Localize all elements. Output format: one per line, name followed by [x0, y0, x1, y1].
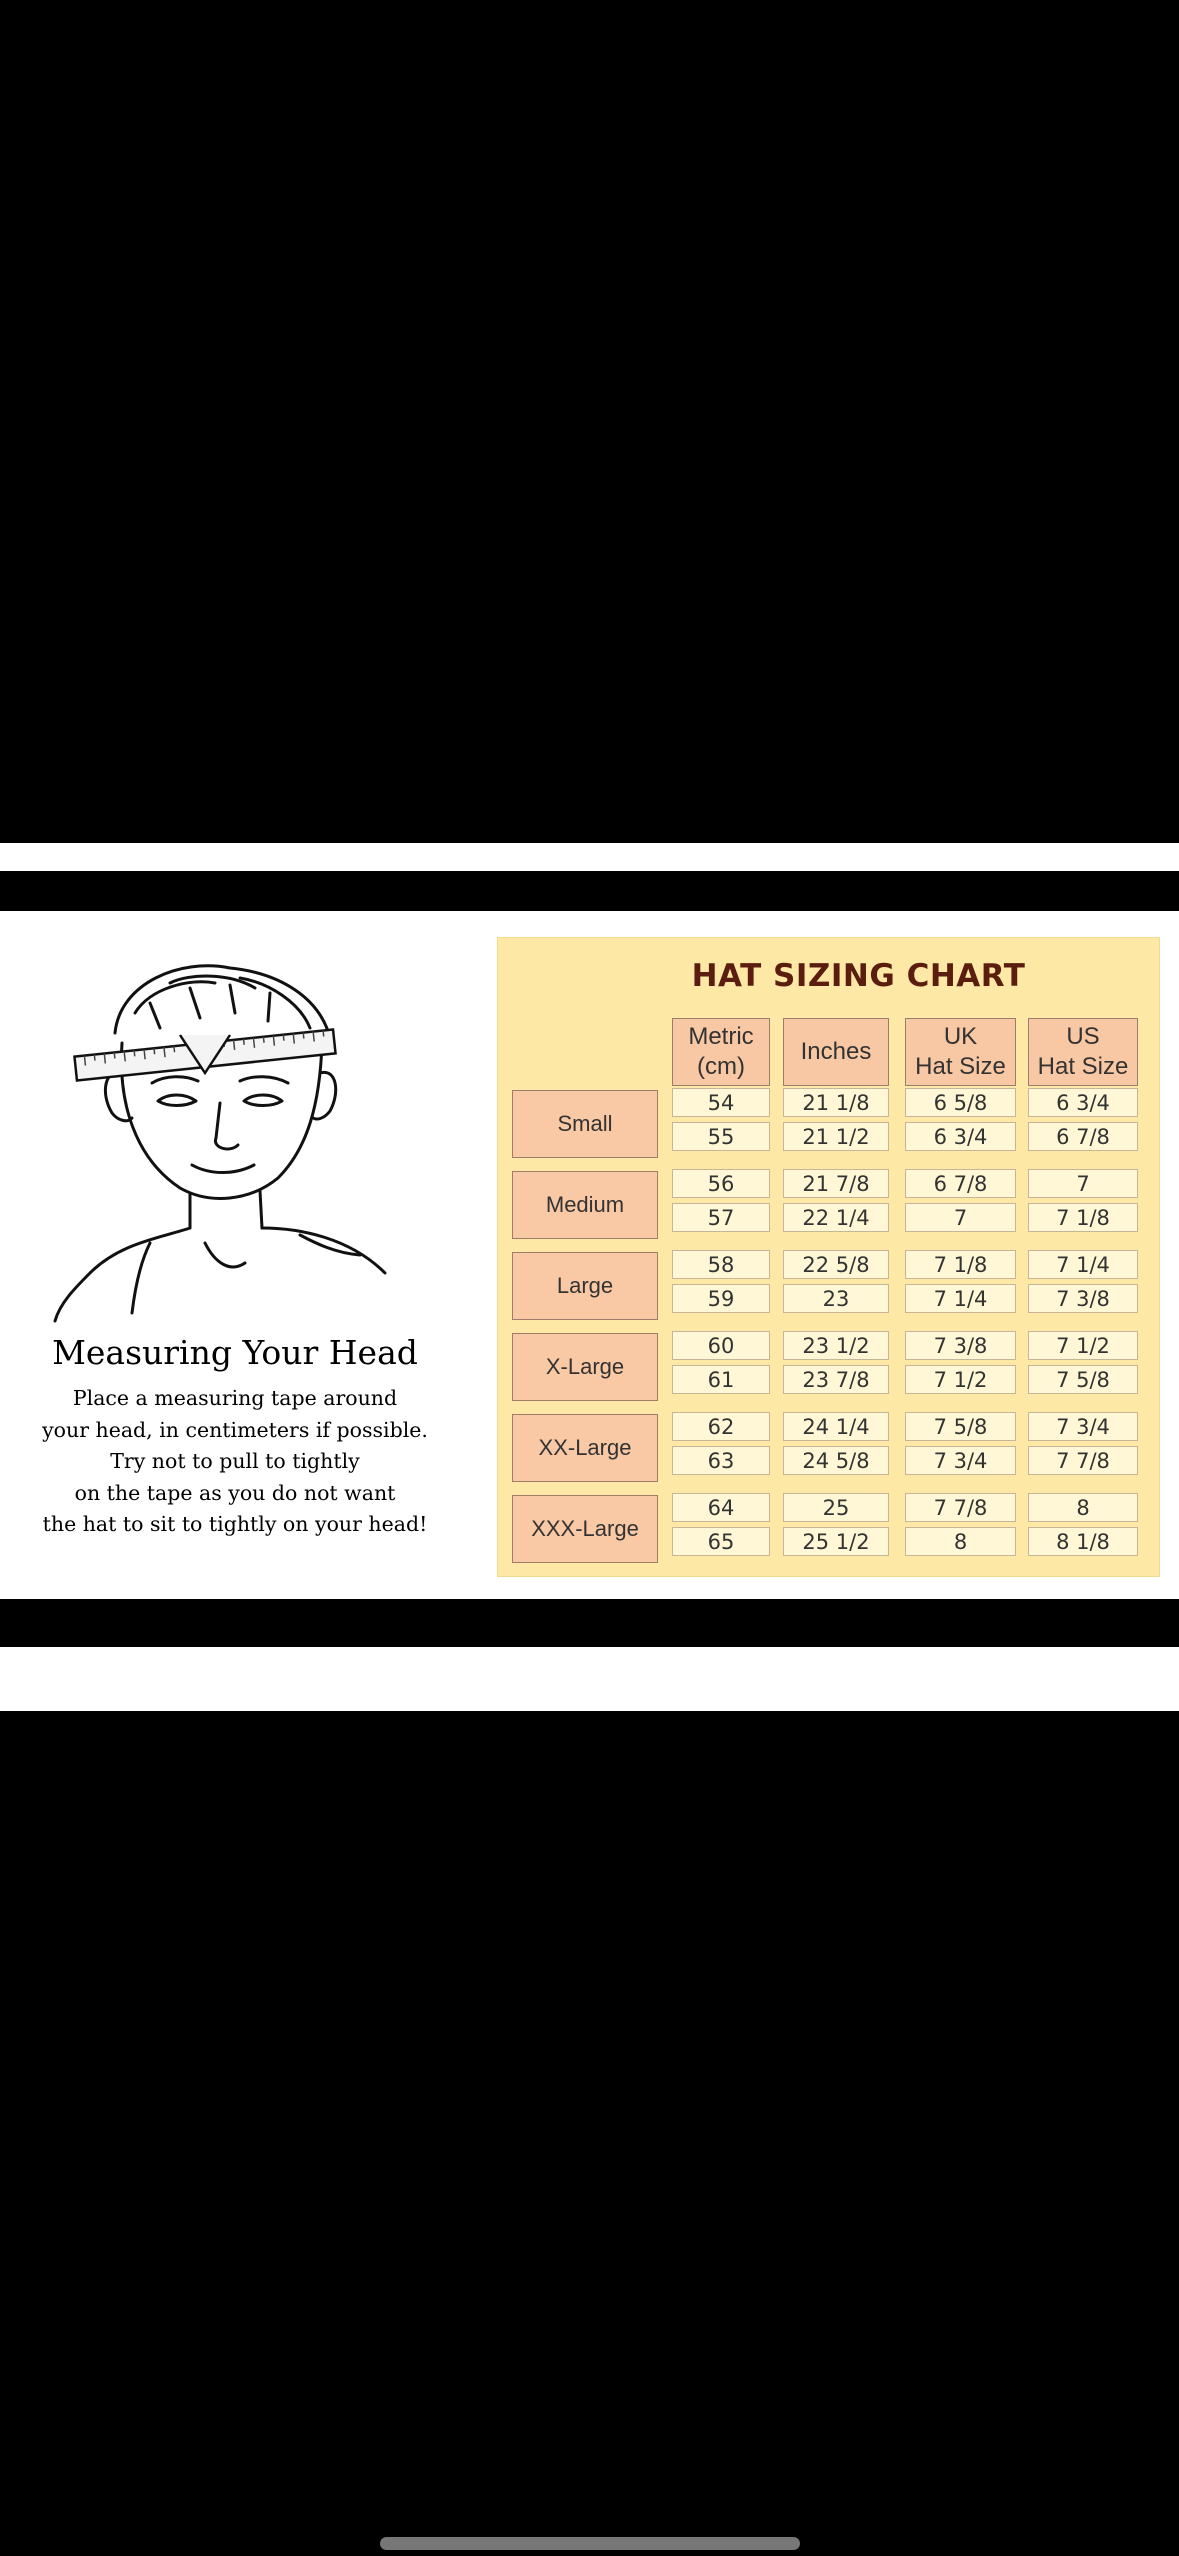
size-cell: 7 3/4 [905, 1446, 1016, 1475]
size-cell: 7 3/4 [1028, 1412, 1138, 1441]
header-uk-line2: Hat Size [915, 1053, 1006, 1080]
size-cell: 58 [672, 1250, 770, 1279]
size-cell: 7 7/8 [905, 1493, 1016, 1522]
size-cell: 60 [672, 1331, 770, 1360]
size-cell: 21 7/8 [783, 1169, 889, 1198]
instruction-line: your head, in centimeters if possible. [42, 1417, 428, 1442]
header-inches [783, 1018, 889, 1086]
size-cell: 23 1/2 [783, 1331, 889, 1360]
header-metric-line1: Metric [688, 1023, 754, 1050]
size-label: XXX-Large [512, 1495, 658, 1563]
size-cell: 54 [672, 1088, 770, 1117]
header-metric [672, 1018, 770, 1086]
size-cell: 21 1/8 [783, 1088, 889, 1117]
hat-sizing-image[interactable] [0, 911, 1179, 1599]
size-cell: 7 1/2 [905, 1365, 1016, 1394]
size-cell: 7 7/8 [1028, 1446, 1138, 1475]
size-cell: 7 [905, 1203, 1016, 1232]
top-black-area [0, 0, 1179, 843]
size-cell: 62 [672, 1412, 770, 1441]
home-indicator[interactable] [380, 2537, 800, 2550]
header-us-hat-size [1028, 1018, 1138, 1086]
size-cell: 7 [1028, 1169, 1138, 1198]
hat-sizing-chart [497, 937, 1160, 1577]
size-cell: 65 [672, 1527, 770, 1556]
size-cell: 7 1/4 [1028, 1250, 1138, 1279]
size-cell: 6 5/8 [905, 1088, 1016, 1117]
size-cell: 7 3/8 [905, 1331, 1016, 1360]
instruction-line: the hat to sit to tightly on your head! [42, 1512, 428, 1536]
size-cell: 7 5/8 [905, 1412, 1016, 1441]
instruction-line: on the tape as you do not want [74, 1480, 396, 1505]
header-uk-line1: UK [943, 1023, 978, 1050]
size-cell: 6 3/4 [1028, 1088, 1138, 1117]
instruction-line: Try not to pull to tightly [110, 1449, 360, 1473]
size-cell: 7 3/8 [1028, 1284, 1138, 1313]
measuring-title: Measuring Your Head [52, 1333, 418, 1372]
header-metric-line2: (cm) [697, 1053, 745, 1080]
measuring-instructions [10, 1383, 460, 1541]
size-cell: 25 [783, 1493, 889, 1522]
size-cell: 21 1/2 [783, 1122, 889, 1151]
size-cell: 8 [905, 1527, 1016, 1556]
header-us-line2: Hat Size [1037, 1053, 1129, 1080]
size-cell: 8 [1028, 1493, 1138, 1522]
size-cell: 24 1/4 [783, 1412, 889, 1441]
size-label: Large [512, 1252, 658, 1320]
size-cell: 57 [672, 1203, 770, 1232]
size-label: Medium [512, 1171, 658, 1239]
chart-title: HAT SIZING CHART [691, 958, 1026, 994]
head-measuring-illustration [40, 943, 420, 1323]
size-cell: 7 1/8 [905, 1250, 1016, 1279]
instruction-line: Place a measuring tape around [72, 1386, 398, 1410]
size-label: XX-Large [512, 1414, 658, 1482]
size-cell: 7 1/4 [905, 1284, 1016, 1313]
size-cell: 56 [672, 1169, 770, 1198]
size-cell: 23 [783, 1284, 889, 1313]
black-strip-bottom [0, 1599, 1179, 1647]
bottom-black-area [0, 1711, 1179, 2556]
size-cell: 6 3/4 [905, 1122, 1016, 1151]
size-label: X-Large [512, 1333, 658, 1401]
size-cell: 63 [672, 1446, 770, 1475]
size-cell: 23 7/8 [783, 1365, 889, 1394]
size-cell: 22 5/8 [783, 1250, 889, 1279]
header-us-line1: US [1066, 1023, 1100, 1050]
size-cell: 24 5/8 [783, 1446, 889, 1475]
header-uk-hat-size [905, 1018, 1016, 1086]
size-cell: 7 1/2 [1028, 1331, 1138, 1360]
size-cell: 25 1/2 [783, 1527, 889, 1556]
size-cell: 61 [672, 1365, 770, 1394]
white-divider-top [0, 843, 1179, 871]
size-cell: 6 7/8 [1028, 1122, 1138, 1151]
size-label: Small [512, 1090, 658, 1158]
size-cell: 55 [672, 1122, 770, 1151]
size-cell: 6 7/8 [905, 1169, 1016, 1198]
size-cell: 59 [672, 1284, 770, 1313]
size-cell: 8 1/8 [1028, 1527, 1138, 1556]
size-cell: 64 [672, 1493, 770, 1522]
size-cell: 22 1/4 [783, 1203, 889, 1232]
white-divider-bottom [0, 1647, 1179, 1711]
header-inches-line1: Inches [800, 1038, 872, 1065]
black-strip-top [0, 871, 1179, 911]
size-cell: 7 5/8 [1028, 1365, 1138, 1394]
size-cell: 7 1/8 [1028, 1203, 1138, 1232]
